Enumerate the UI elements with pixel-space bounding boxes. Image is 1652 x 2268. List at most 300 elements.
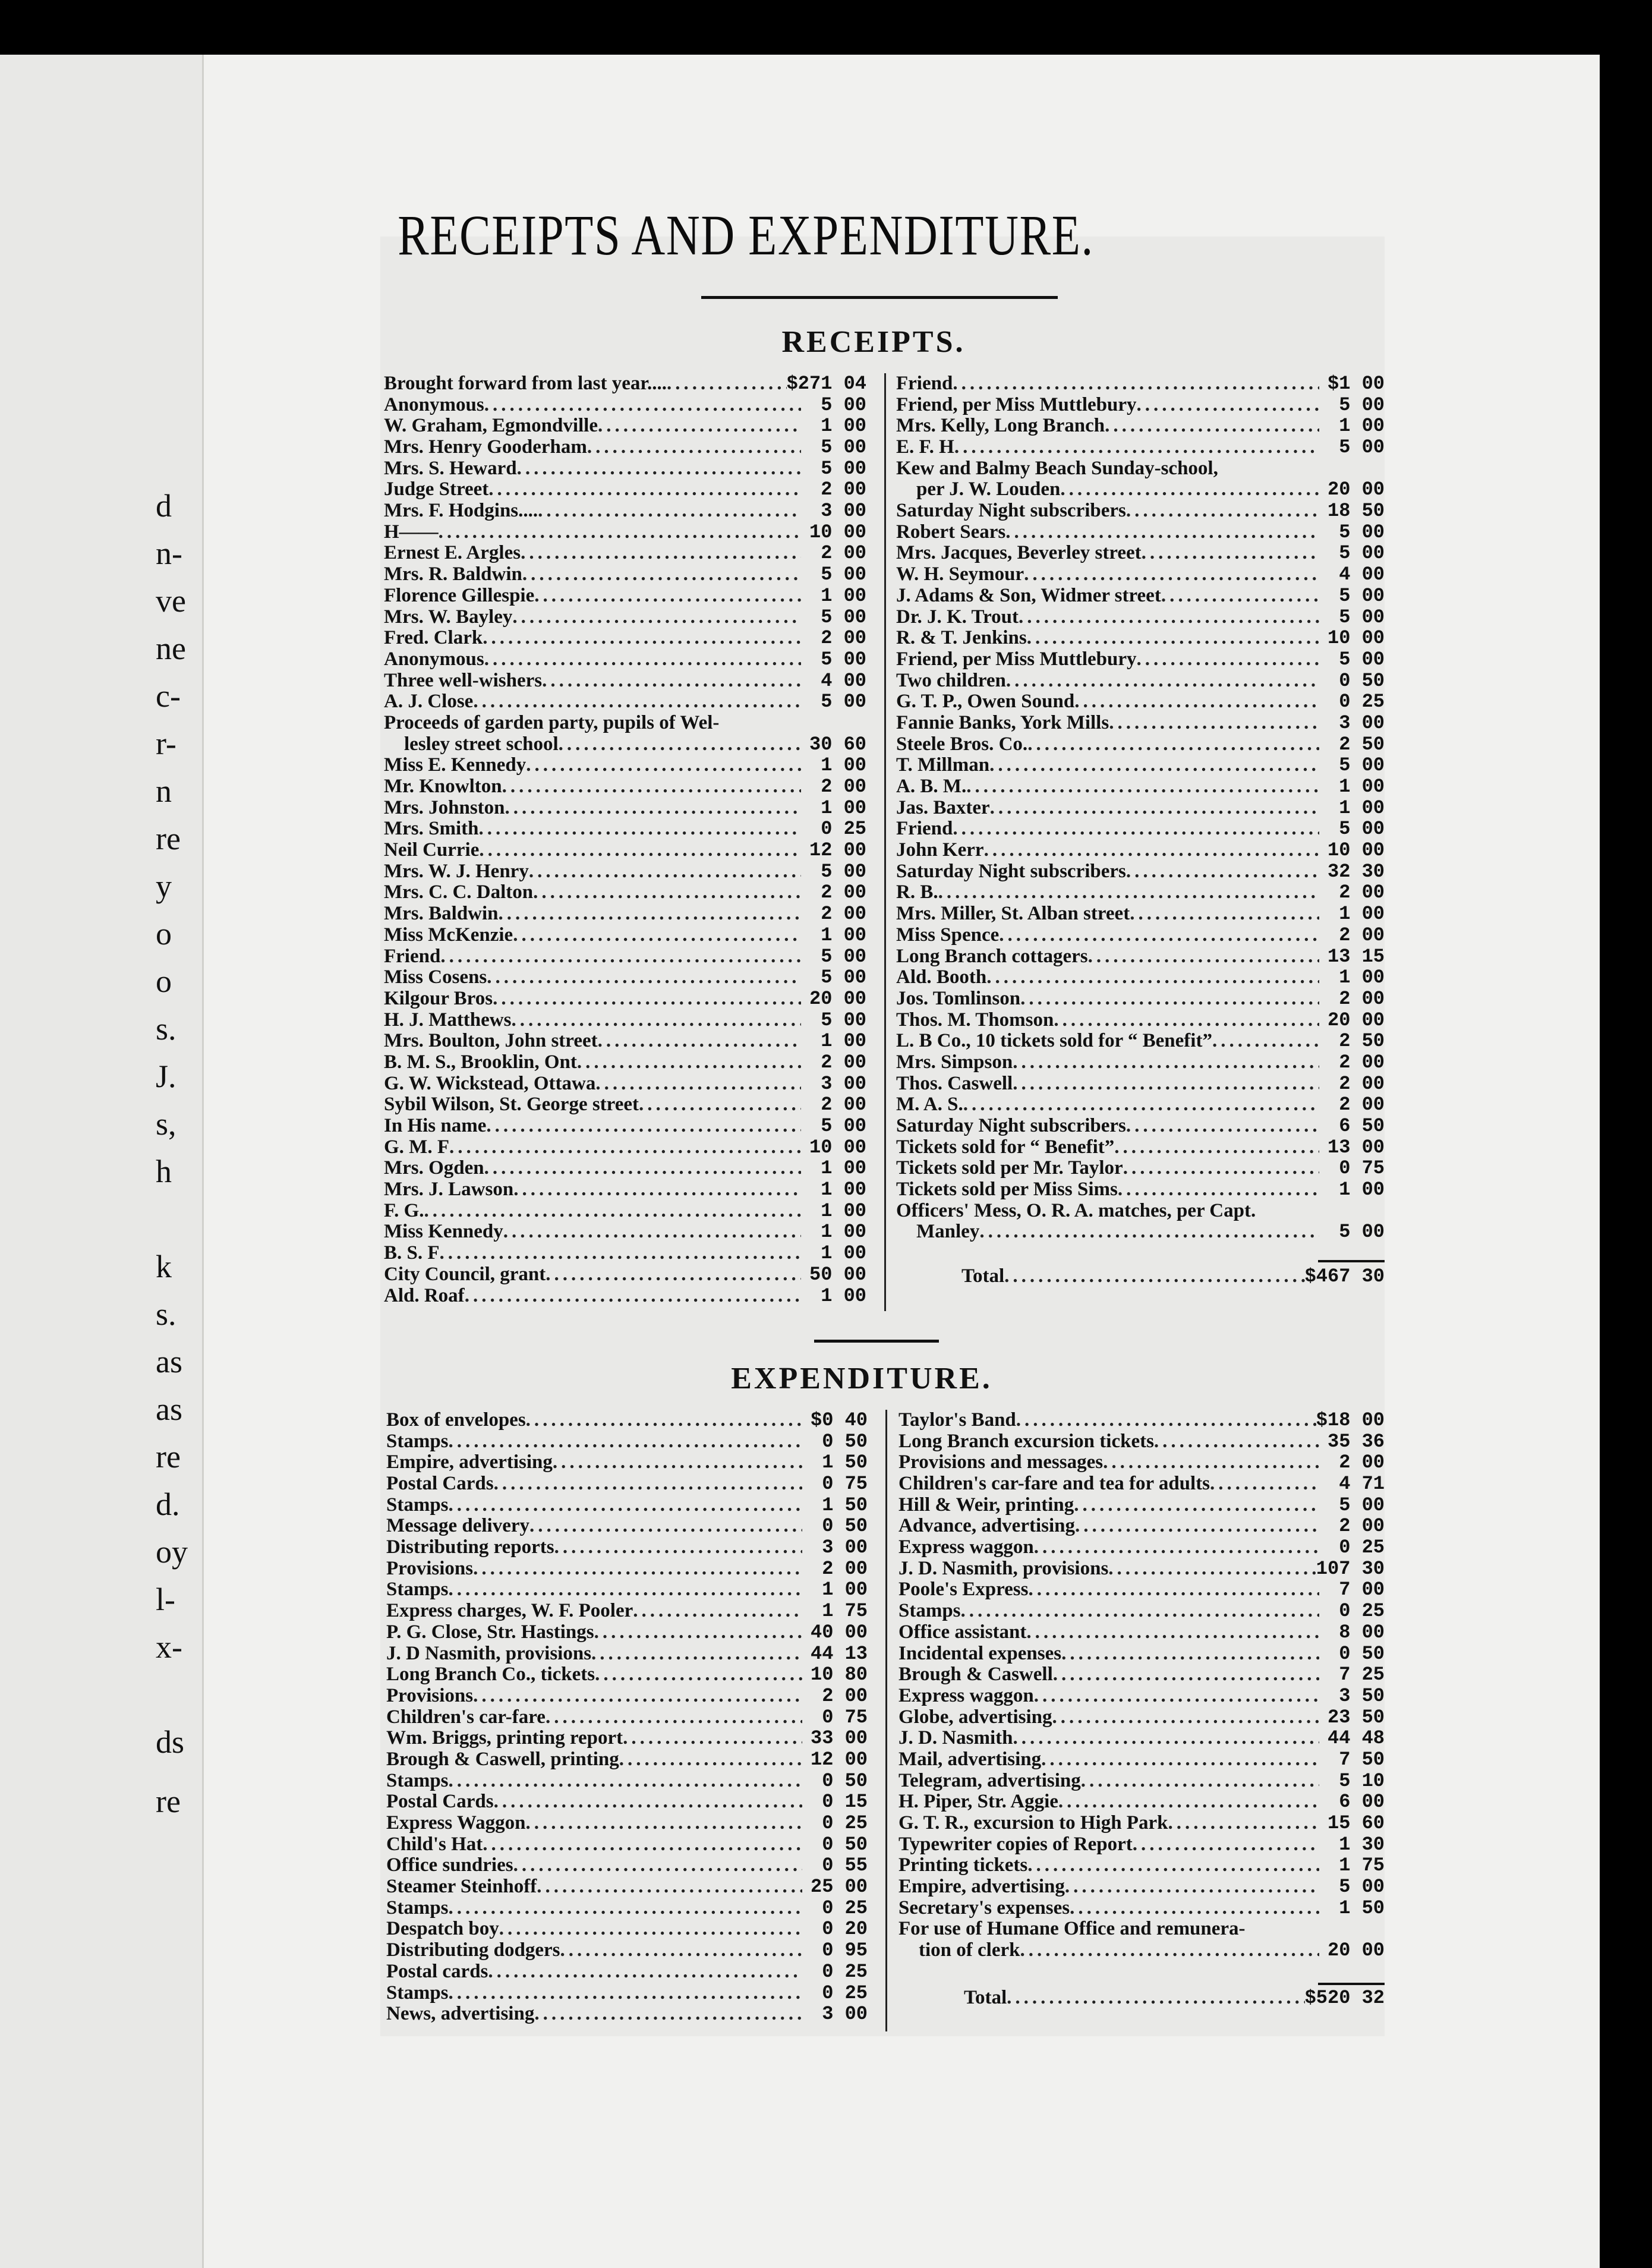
leader-dots [1041,1749,1319,1771]
ledger-entry-amount: 5 00 [821,967,866,988]
ledger-entry-amount: 0 25 [822,1961,868,1983]
ledger-entry-label: Anonymous [384,648,484,670]
leader-dots [999,925,1319,946]
leader-dots [1006,670,1319,692]
ledger-entry-label: Mrs. Miller, St. Alban street [896,903,1130,925]
ledger-row [386,1410,868,1431]
ledger-entry-label: Globe, advertising [898,1706,1052,1728]
ledger-entry-amount: 5 00 [1339,1221,1385,1243]
ledger-row [896,798,1385,819]
ledger-row [896,395,1385,416]
ledger-entry-label: Poole's Express [898,1579,1029,1601]
ledger-entry-amount: 5 00 [821,1009,866,1031]
ledger-row [896,1179,1385,1201]
ledger-entry-label: Brought forward from last year.... [384,373,667,394]
receipts-left-column [384,373,866,1306]
ledger-row [386,1771,868,1792]
leader-dots [667,373,787,395]
ledger-row [896,1052,1385,1073]
ledger-entry-label: Express Waggon [386,1813,526,1834]
ledger-row [384,585,866,607]
ledger-row [896,628,1385,649]
leader-dots [591,1643,802,1665]
ledger-row [386,1643,868,1665]
leader-dots [1126,861,1319,883]
ledger-row [896,585,1385,607]
ledger-entry-label: Friend, per Miss Muttlebury [896,648,1137,670]
ledger-entry-label: Miss McKenzie [384,924,513,946]
ledger-entry-label: E. F. H [896,437,954,458]
ledger-entry-amount: 5 00 [1339,585,1385,607]
ledger-row [898,1855,1385,1876]
ledger-entry-label: Distributing reports [386,1537,554,1558]
leader-dots [449,1137,801,1158]
ledger-row [384,1264,866,1286]
ledger-entry-amount: 0 50 [822,1770,868,1792]
ledger-entry-amount: 5 00 [821,1116,866,1137]
leader-dots [1013,1728,1319,1749]
ledger-row [384,776,866,798]
leader-dots [479,818,802,840]
ledger-row [896,415,1385,437]
leader-dots [938,883,1319,904]
ledger-row [896,925,1385,946]
ledger-entry-label: Miss Spence [896,924,1000,946]
ledger-entry-label: Postal Cards [386,1473,494,1495]
ledger-entry-amount: 2 50 [1339,1031,1385,1052]
leader-dots [639,1094,801,1116]
leader-dots [546,1707,802,1728]
ledger-row [384,818,866,840]
ledger-entry-amount: 8 00 [1339,1621,1385,1643]
leader-dots [954,437,1319,458]
ledger-row [386,1919,868,1941]
ledger-entry-label: J. D. Nasmith [898,1728,1013,1749]
ledger-row [386,1495,868,1516]
ledger-entry-amount: 1 50 [822,1452,868,1474]
ledger-entry-label: Mrs. C. C. Dalton [384,882,534,903]
leader-dots [1074,1495,1319,1516]
ledger-row [384,670,866,692]
leader-dots [526,1410,802,1431]
ledger-entry-label: Mrs. Smith [384,818,479,840]
ledger-entry-label: Saturday Night subscribers [896,861,1126,882]
ledger-row [384,861,866,883]
leader-dots [1133,1834,1319,1856]
ledger-entry-amount: 44 13 [810,1643,868,1665]
leader-dots [966,776,1319,798]
ledger-row [384,479,866,500]
ledger-entry-label: Mrs. W. J. Henry [384,861,529,882]
ledger-entry-label: lesley street school [404,733,559,755]
ledger-entry-label: Telegram, advertising [898,1770,1081,1791]
ledger-row [384,967,866,988]
ledger-row [896,1158,1385,1179]
ledger-row [384,437,866,458]
leader-dots [546,1264,801,1286]
leader-dots [449,1771,802,1792]
ledger-entry-amount: 1 00 [821,1179,866,1201]
ledger-entry-label: Stamps [386,1897,449,1919]
leader-dots [1118,1179,1319,1201]
ledger-entry-amount: 1 00 [1339,797,1385,819]
leader-dots [1126,1116,1319,1137]
ledger-row [898,1749,1385,1771]
ledger-entry-label: Mail, advertising [898,1749,1042,1770]
ledger-entry-label: H—— [384,521,439,543]
leader-dots [594,1622,802,1643]
leader-dots [449,1983,802,2004]
ledger-row [384,734,866,755]
ledger-row [896,840,1385,861]
leader-dots [526,755,801,776]
ledger-entry-label: Sybil Wilson, St. George street [384,1094,639,1116]
leader-dots [1024,564,1319,585]
ledger-entry-amount: 5 00 [1339,394,1385,416]
ledger-row [384,1010,866,1031]
expenditure-total-rule [1318,1983,1385,1985]
ledger-entry-label: Ernest E. Argles [384,543,521,564]
leader-dots [1027,628,1319,649]
leader-dots [595,1664,802,1686]
leader-dots [439,522,801,543]
ledger-row [384,628,866,649]
ledger-entry-label: Printing tickets [898,1855,1028,1876]
ledger-row [896,755,1385,776]
margin-fragment: ds [156,1724,185,1760]
ledger-entry-label: Jas. Baxter [896,797,990,818]
ledger-row [386,1580,868,1601]
ledger-entry-label: Stamps [386,1494,449,1516]
leader-dots [1020,1940,1319,1961]
leader-dots [1053,1664,1319,1686]
ledger-row [896,946,1385,968]
leader-dots [1108,1558,1316,1580]
ledger-entry-label: Stamps [386,1579,449,1601]
ledger-entry-label: Despatch boy [386,1919,499,1940]
ledger-entry-label: G. W. Wickstead, Ottawa [384,1073,596,1094]
margin-fragment: o [156,963,172,999]
leader-dots [503,1222,801,1243]
ledger-entry-amount: 1 00 [821,924,866,946]
ledger-entry-amount: 6 00 [1339,1791,1385,1813]
ledger-row [896,734,1385,755]
ledger-entry-label: Ald. Booth [896,967,987,988]
ledger-entry-amount: 0 55 [822,1855,868,1877]
leader-dots [529,861,801,883]
ledger-entry-label: Incidental expenses [898,1643,1062,1664]
ledger-row [896,776,1385,798]
ledger-entry-label: G. T. P., Owen Sound [896,691,1075,713]
ledger-row [898,1495,1385,1516]
ledger-row [384,564,866,585]
ledger-entry-label: Ald. Roaf [384,1285,465,1306]
ledger-entry-amount: 1 00 [821,797,866,819]
ledger-entry-label: Provisions and messages [898,1452,1104,1473]
ledger-entry-label: Thos. Caswell [896,1073,1013,1094]
margin-fragment: n [156,773,172,809]
ledger-entry-amount: 5 00 [821,691,866,713]
ledger-row [896,1073,1385,1095]
ledger-row [386,1558,868,1580]
leader-dots [1019,607,1319,628]
ledger-entry-label: Thos. M. Thomson [896,1009,1054,1031]
ledger-entry-label: Mrs. Boulton, John street [384,1031,598,1052]
ledger-row [384,903,866,925]
ledger-entry-amount: 0 15 [822,1791,868,1813]
margin-fragment: r- [156,726,176,761]
leader-dots [1027,734,1319,755]
ledger-entry-amount: 5 00 [1339,648,1385,670]
ledger-entry-label: B. S. F [384,1243,440,1264]
ledger-entry-amount: 0 25 [821,818,866,840]
ledger-row [384,1052,866,1073]
ledger-entry-amount: 10 00 [1327,628,1385,649]
ledger-entry-label: R. & T. Jenkins [896,628,1027,649]
ledger-entry-label: Mrs. Ogden [384,1158,484,1179]
expenditure-right-column [898,1410,1385,1961]
ledger-row [386,1537,868,1558]
leader-dots [1013,1052,1319,1073]
receipts-column-divider [884,373,886,1311]
leader-dots [484,649,801,670]
leader-dots [1212,1031,1319,1052]
ledger-row [384,1286,866,1307]
ledger-entry-label: Miss Kennedy [384,1221,503,1243]
leader-dots [494,1791,802,1813]
ledger-row [386,1728,868,1749]
ledger-entry-label: Steele Bros. Co. [896,733,1028,755]
ledger-row [384,1137,866,1158]
ledger-row [898,1431,1385,1453]
ledger-entry-amount: 2 00 [1339,882,1385,904]
leader-dots [1137,649,1319,670]
leader-dots [512,607,801,628]
ledger-row [898,1686,1385,1707]
ledger-entry-amount: $0 40 [810,1410,868,1431]
leader-dots [513,1855,802,1876]
ledger-entry-amount: 50 00 [809,1264,866,1286]
margin-fragment: d. [156,1486,180,1522]
ledger-row [898,1771,1385,1792]
leader-dots [1105,415,1319,437]
ledger-entry-amount: 4 00 [1339,564,1385,585]
ledger-entry-label: Express waggon [898,1537,1034,1558]
ledger-entry-amount: 2 00 [1339,924,1385,946]
ledger-row [898,1558,1385,1580]
ledger-entry-amount: 4 00 [821,670,866,692]
ledger-entry-amount: 0 50 [822,1431,868,1453]
ledger-entry-amount: 3 00 [822,1537,868,1558]
ledger-entry-label: R. B. [896,882,938,903]
leader-dots [1005,522,1319,543]
leader-dots [1020,988,1319,1010]
ledger-entry-label: A. J. Close [384,691,474,713]
ledger-entry-amount: 35 36 [1327,1431,1385,1453]
ledger-row [896,607,1385,628]
ledger-entry-amount: 5 00 [821,437,866,458]
leader-dots [513,925,801,946]
ledger-entry-amount: 10 00 [809,521,866,543]
ledger-entry-amount: 107 30 [1316,1558,1385,1580]
ledger-entry-label: Brough & Caswell [898,1664,1053,1686]
margin-fragment: o [156,916,172,952]
ledger-entry-label: J. Adams & Son, Widmer street [896,585,1161,606]
leader-dots [486,1116,801,1137]
leader-dots [953,818,1319,840]
ledger-entry-label: Mrs. Jacques, Beverley street [896,543,1142,564]
leader-dots [1109,713,1319,734]
leader-dots [623,1728,802,1749]
ledger-entry-amount: 3 00 [821,500,866,522]
ledger-entry-label: H. J. Matthews [384,1009,512,1031]
ledger-entry-label: Office assistant [898,1621,1027,1643]
margin-fragment: re [156,821,181,856]
ledger-entry-amount: 5 00 [821,648,866,670]
margin-fragment: k [156,1249,172,1284]
ledger-entry-label: Advance, advertising [898,1516,1075,1537]
margin-fragment: re [156,1439,181,1475]
margin-fragment: J. [156,1059,176,1094]
ledger-entry-label: Mrs. Baldwin [384,903,499,925]
ledger-entry-amount: 15 60 [1327,1813,1385,1834]
ledger-row [896,988,1385,1010]
page-title: RECEIPTS AND EXPENDITURE. [398,203,1094,267]
ledger-entry-amount: 40 00 [810,1621,868,1643]
ledger-entry-label: Manley [916,1221,980,1243]
ledger-entry-label: Dr. J. K. Trout [896,606,1019,628]
ledger-entry-label: J. D. Nasmith, provisions [898,1558,1109,1579]
ledger-entry-amount: 1 50 [822,1494,868,1516]
ledger-row [896,458,1385,480]
ledger-entry-label: Typewriter copies of Report [898,1834,1133,1855]
leader-dots [473,691,801,713]
leader-dots [511,1010,801,1031]
ledger-entry-label: Children's car-fare [386,1706,546,1728]
ledger-entry-amount: 1 00 [821,755,866,777]
ledger-entry-label: tion of clerk [919,1940,1020,1961]
ledger-entry-label: Officers' Mess, O. R. A. matches, per Capt. [896,1200,1256,1221]
leader-dots [1075,1516,1319,1537]
ledger-entry-label: G. T. R., excursion to High Park [898,1813,1168,1834]
leader-dots [1054,1010,1319,1031]
leader-dots [990,798,1319,819]
ledger-entry-amount: 2 00 [821,479,866,501]
leader-dots [984,840,1319,861]
ledger-entry-label: For use of Humane Office and remunera- [898,1919,1246,1940]
margin-fragment: s. [156,1296,176,1332]
ledger-entry-amount: 2 00 [822,1558,868,1580]
leader-dots [542,670,801,692]
ledger-row [898,1728,1385,1749]
margin-fragment: l- [156,1582,175,1617]
leader-dots [1103,1452,1319,1473]
ledger-entry-amount: 1 00 [821,1285,866,1307]
ledger-entry-amount: 1 00 [821,415,866,437]
ledger-row [384,883,866,904]
ledger-entry-amount: 1 00 [821,1221,866,1243]
leader-dots [1210,1473,1319,1495]
ledger-entry-label: Mr. Knowlton [384,776,502,798]
ledger-entry-label: Fred. Clark [384,628,483,649]
margin-fragment: as [156,1391,182,1427]
ledger-entry-amount: 1 00 [821,1200,866,1222]
ledger-row [386,1707,868,1728]
leader-dots [424,1201,801,1222]
ledger-row [898,1601,1385,1622]
ledger-row [386,1664,868,1686]
ledger-entry-label: Saturday Night subscribers [896,1116,1126,1137]
leader-dots [1142,543,1319,565]
ledger-entry-amount: 2 00 [1339,1094,1385,1116]
ledger-row [386,1601,868,1622]
ledger-row [384,1031,866,1052]
ledger-entry-amount: 0 25 [822,1813,868,1834]
ledger-row [384,691,866,713]
ledger-entry-amount: 30 60 [809,733,866,755]
ledger-row [386,2004,868,2025]
ledger-entry-amount: 6 50 [1339,1116,1385,1137]
ledger-entry-amount: 7 25 [1339,1664,1385,1686]
ledger-entry-amount: 5 00 [821,861,866,883]
ledger-entry-amount: 2 00 [1339,1073,1385,1095]
margin-fragment: ne [156,631,186,666]
ledger-entry-label: Distributing dodgers [386,1940,560,1961]
ledger-row [898,1919,1385,1941]
ledger-row [386,1898,868,1919]
ledger-entry-label: Mrs. Simpson [896,1052,1013,1073]
ledger-row [384,713,866,734]
ledger-entry-amount: 5 00 [1339,755,1385,777]
leader-dots [1137,395,1319,416]
ledger-row [896,1116,1385,1137]
ledger-row [386,1431,868,1453]
ledger-row [384,395,866,416]
leader-dots [505,798,801,819]
ledger-entry-amount: 2 00 [821,903,866,925]
ledger-row [386,1961,868,1983]
ledger-entry-label: M. A. S. [896,1094,963,1116]
ledger-entry-amount: 5 00 [821,394,866,416]
leader-dots [538,500,801,522]
expenditure-heading: EXPENDITURE. [731,1362,992,1396]
ledger-row [386,1834,868,1856]
leader-dots [1026,1622,1319,1643]
ledger-entry-amount: 5 00 [1339,543,1385,565]
ledger-entry-label: Mrs. J. Lawson [384,1179,514,1201]
ledger-row [896,967,1385,988]
receipts-total-row [896,1266,1385,1287]
ledger-entry-label: T. Millman [896,755,990,776]
ledger-row [896,903,1385,925]
ledger-entry-label: B. M. S., Brooklin, Ont [384,1052,577,1073]
ledger-entry-label: Children's car-fare and tea for adults [898,1473,1210,1495]
ledger-entry-label: Friend, per Miss Muttlebury [896,394,1137,415]
ledger-entry-label: Express waggon [898,1685,1034,1706]
ledger-entry-label: Jos. Tomlinson [896,988,1021,1009]
ledger-row [896,1094,1385,1116]
ledger-entry-label: Friend [896,373,953,394]
ledger-entry-amount: 10 00 [809,1136,866,1158]
leader-dots [488,1961,802,1983]
ledger-entry-amount: 2 00 [821,882,866,904]
ledger-row [386,1983,868,2004]
ledger-row [384,1116,866,1137]
receipts-total-rule [1318,1260,1385,1262]
ledger-entry-label: G. M. F [384,1136,449,1158]
ledger-row [898,1516,1385,1537]
leader-dots [1058,1791,1319,1813]
